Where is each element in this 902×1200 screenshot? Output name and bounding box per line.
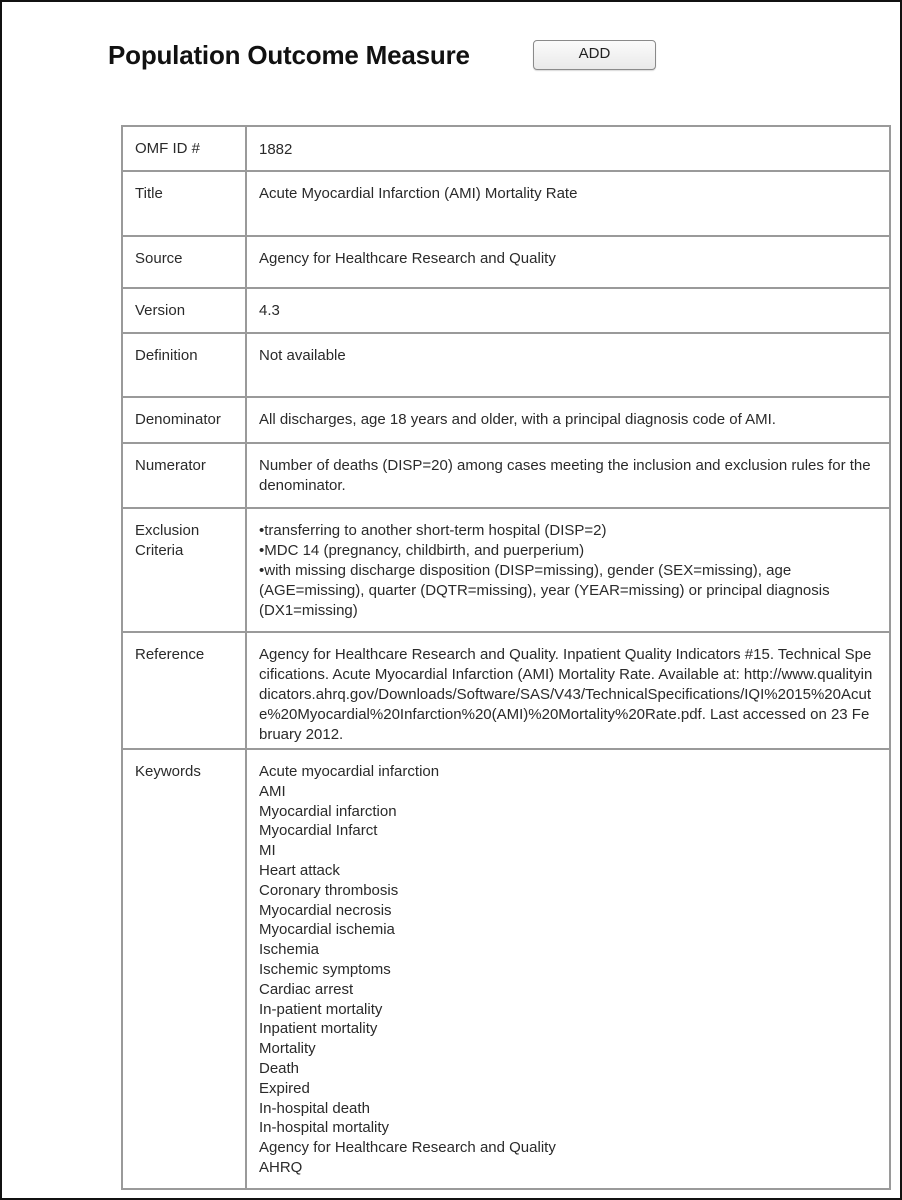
row-denominator bbox=[122, 397, 890, 443]
row-omf-id bbox=[122, 126, 890, 171]
row-source bbox=[122, 236, 890, 288]
row-numerator bbox=[122, 443, 890, 508]
reference-label: Reference bbox=[122, 632, 246, 749]
source-label: Source bbox=[122, 236, 246, 288]
keyword-item: In-hospital death bbox=[259, 1099, 370, 1117]
reference-value: Agency for Healthcare Research and Quality. Inpatient Quality Indicators #15. Technical Specifications. Acute Myocardial Infarction (AMI) Mortality Rate. Available at: http://www.qualityindicators.ahrq.gov/Downloads/Software/SAS/V43/TechnicalSpecifications/IQI%2015%20Acute%20Myocardial%20Infarction%20(AMI)%20Mortality%20Rate.pdf. Last accessed on 23 February 2012. bbox=[246, 632, 890, 749]
title-label: Title bbox=[122, 171, 246, 236]
denominator-value: All discharges, age 18 years and older, with a principal diagnosis code of AMI. bbox=[246, 397, 890, 443]
numerator-value: Number of deaths (DISP=20) among cases meeting the inclusion and exclusion rules for the denominator. bbox=[246, 443, 890, 508]
definition-value: Not available bbox=[246, 333, 890, 397]
exclusion-list bbox=[259, 521, 877, 621]
exclusion-item: • with missing discharge disposition (DISP=missing), gender (SEX=missing), age (AGE=missing), quarter (DQTR=missing), year (YEAR=missing) or principal diagnosis (DX1=missing) bbox=[259, 561, 877, 621]
exclusion-item: • transferring to another short-term hospital (DISP=2) bbox=[259, 521, 877, 541]
version-value: 4.3 bbox=[246, 288, 890, 333]
keyword-item: Myocardial necrosis bbox=[259, 901, 392, 919]
keyword-item: Mortality bbox=[259, 1040, 316, 1058]
exclusion-value bbox=[246, 508, 890, 632]
exclusion-item: • MDC 14 (pregnancy, childbirth, and puerperium) bbox=[259, 541, 877, 561]
keyword-item: Myocardial Infarct bbox=[259, 822, 378, 840]
row-version bbox=[122, 288, 890, 333]
row-definition bbox=[122, 333, 890, 397]
keyword-item: Coronary thrombosis bbox=[259, 881, 399, 899]
keyword-item: Cardiac arrest bbox=[259, 980, 354, 998]
omf-id-value: 1882 bbox=[246, 126, 890, 171]
keyword-item: AHRQ bbox=[259, 1158, 303, 1176]
source-value: Agency for Healthcare Research and Quality bbox=[246, 236, 890, 288]
row-exclusion-criteria bbox=[122, 508, 890, 632]
keyword-item: Agency for Healthcare Research and Quality bbox=[259, 1139, 556, 1157]
exclusion-label-line1: Exclusion bbox=[135, 522, 200, 539]
keyword-item: Ischemia bbox=[259, 941, 320, 959]
keyword-item: Myocardial infarction bbox=[259, 802, 397, 820]
omf-id-label: OMF ID # bbox=[122, 126, 246, 171]
keyword-item: Ischemic symptoms bbox=[259, 960, 391, 978]
title-value: Acute Myocardial Infarction (AMI) Mortality Rate bbox=[246, 171, 890, 236]
keyword-item: In-patient mortality bbox=[259, 1000, 383, 1018]
denominator-label: Denominator bbox=[122, 397, 246, 443]
exclusion-label bbox=[122, 508, 246, 632]
page-title: Population Outcome Measure bbox=[108, 40, 470, 70]
keyword-item: MI bbox=[259, 842, 276, 860]
version-label: Version bbox=[122, 288, 246, 333]
keyword-item: Heart attack bbox=[259, 861, 340, 879]
outcome-measure-table bbox=[121, 125, 891, 1190]
keyword-item: Expired bbox=[259, 1079, 310, 1097]
keyword-item: Death bbox=[259, 1059, 300, 1077]
row-title bbox=[122, 171, 890, 236]
keyword-item: Inpatient mortality bbox=[259, 1020, 378, 1038]
keyword-item: Myocardial ischemia bbox=[259, 921, 395, 939]
exclusion-label-line2: Criteria bbox=[135, 542, 184, 559]
keyword-item: AMI bbox=[259, 782, 286, 800]
keywords-label: Keywords bbox=[122, 749, 246, 1189]
row-keywords bbox=[122, 749, 890, 1189]
numerator-label: Numerator bbox=[122, 443, 246, 508]
keyword-item: In-hospital mortality bbox=[259, 1119, 390, 1137]
add-button[interactable]: ADD bbox=[533, 40, 656, 70]
keyword-item: Acute myocardial infarction bbox=[259, 763, 440, 780]
row-reference bbox=[122, 632, 890, 749]
keywords-value bbox=[246, 749, 890, 1189]
definition-label: Definition bbox=[122, 333, 246, 397]
